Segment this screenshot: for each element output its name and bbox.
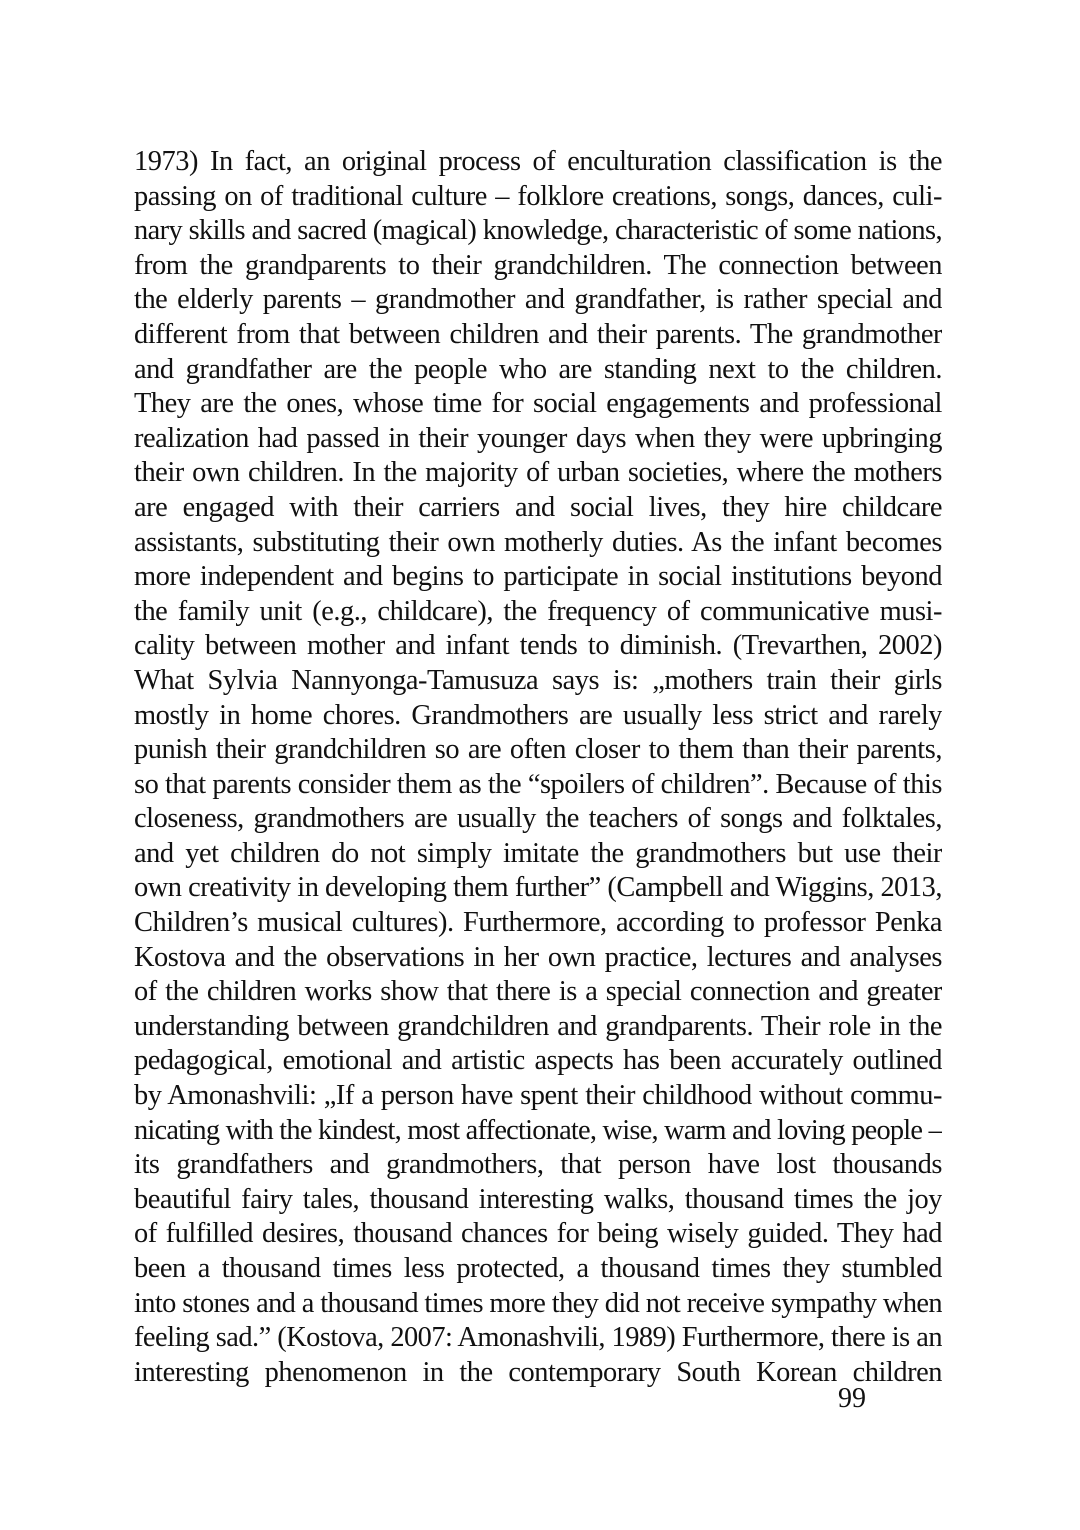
text-line: been a thousand times less protected, a thousand times they stumbled [134,1253,942,1284]
text-line: beautiful fairy tales, thousand interesting walks, thousand times the joy [134,1183,942,1215]
text-line: the elderly parents – grandmother and grandfather, is rather special and [134,284,942,316]
text-line: by Amonashvili: „If a person have spent their childhood without commu- [134,1080,942,1112]
text-line: closeness, grandmothers are usually the teachers of songs and folktales, [134,803,942,835]
text-line: are engaged with their carriers and social lives, they hire childcare [134,491,942,523]
text-line: cality between mother and infant tends to diminish. (Trevarthen, 2002) [134,630,942,662]
text-line: of the children works show that there is a special connection and greater [134,976,942,1008]
text-line: Children’s musical cultures). Furthermore, according to professor Penka [134,907,942,939]
text-line: nary skills and sacred (magical) knowledge, characteristic of some nations, [134,215,942,247]
text-line: its grandfathers and grandmothers, that person have lost thousands [134,1149,942,1181]
text-line: punish their grandchildren so are often closer to them than their parents, [134,734,942,766]
text-line: more independent and begins to participate in social institutions beyond [134,561,942,593]
page-number: 99 [838,1383,866,1414]
text-line: Kostova and the observations in her own practice, lectures and analyses [134,941,942,973]
body-text [134,145,942,1390]
text-line: pedagogical, emotional and artistic aspects has been accurately outlined [134,1045,942,1077]
text-line: interesting phenomenon in the contemporary South Korean children [134,1356,942,1388]
text-line: What Sylvia Nannyonga-Tamusuza says is: „mothers train their girls [134,664,942,696]
text-line: and yet children do not simply imitate the grandmothers but use their [134,837,942,869]
text-line: the family unit (e.g., childcare), the frequency of communicative musi- [134,595,942,627]
text-line: passing on of traditional culture – folklore creations, songs, dances, culi- [134,180,942,212]
text-line: understanding between grandchildren and grandparents. Their role in the [134,1010,942,1042]
text-line: nicating with the kindest, most affectionate, wise, warm and loving people – [134,1114,942,1146]
text-line: own creativity in developing them further” (Campbell and Wiggins, 2013, [134,872,942,904]
text-line: so that parents consider them as the “spoilers of children”. Because of this [134,768,942,800]
text-line: and grandfather are the people who are standing next to the children. [134,353,942,385]
text-line: different from that between children and their parents. The grandmother [134,318,942,350]
text-line: into stones and a thousand times more they did not receive sympathy when [134,1287,942,1319]
text-line: realization had passed in their younger days when they were upbringing [134,422,942,454]
text-line: feeling sad.” (Kostova, 2007: Amonashvili, 1989) Furthermore, there is an [134,1322,942,1354]
text-line: assistants, substituting their own motherly duties. As the infant becomes [134,526,942,558]
text-line: of fulfilled desires, thousand chances for being wisely guided. They had [134,1218,942,1250]
text-line: mostly in home chores. Grandmothers are usually less strict and rarely [134,699,942,731]
text-line: 1973) In fact, an original process of enculturation classification is the [134,146,942,177]
text-line: their own children. In the majority of urban societies, where the mothers [134,457,942,489]
text-line: They are the ones, whose time for social engagements and professional [134,388,942,420]
text-line: from the grandparents to their grandchildren. The connection between [134,249,942,281]
